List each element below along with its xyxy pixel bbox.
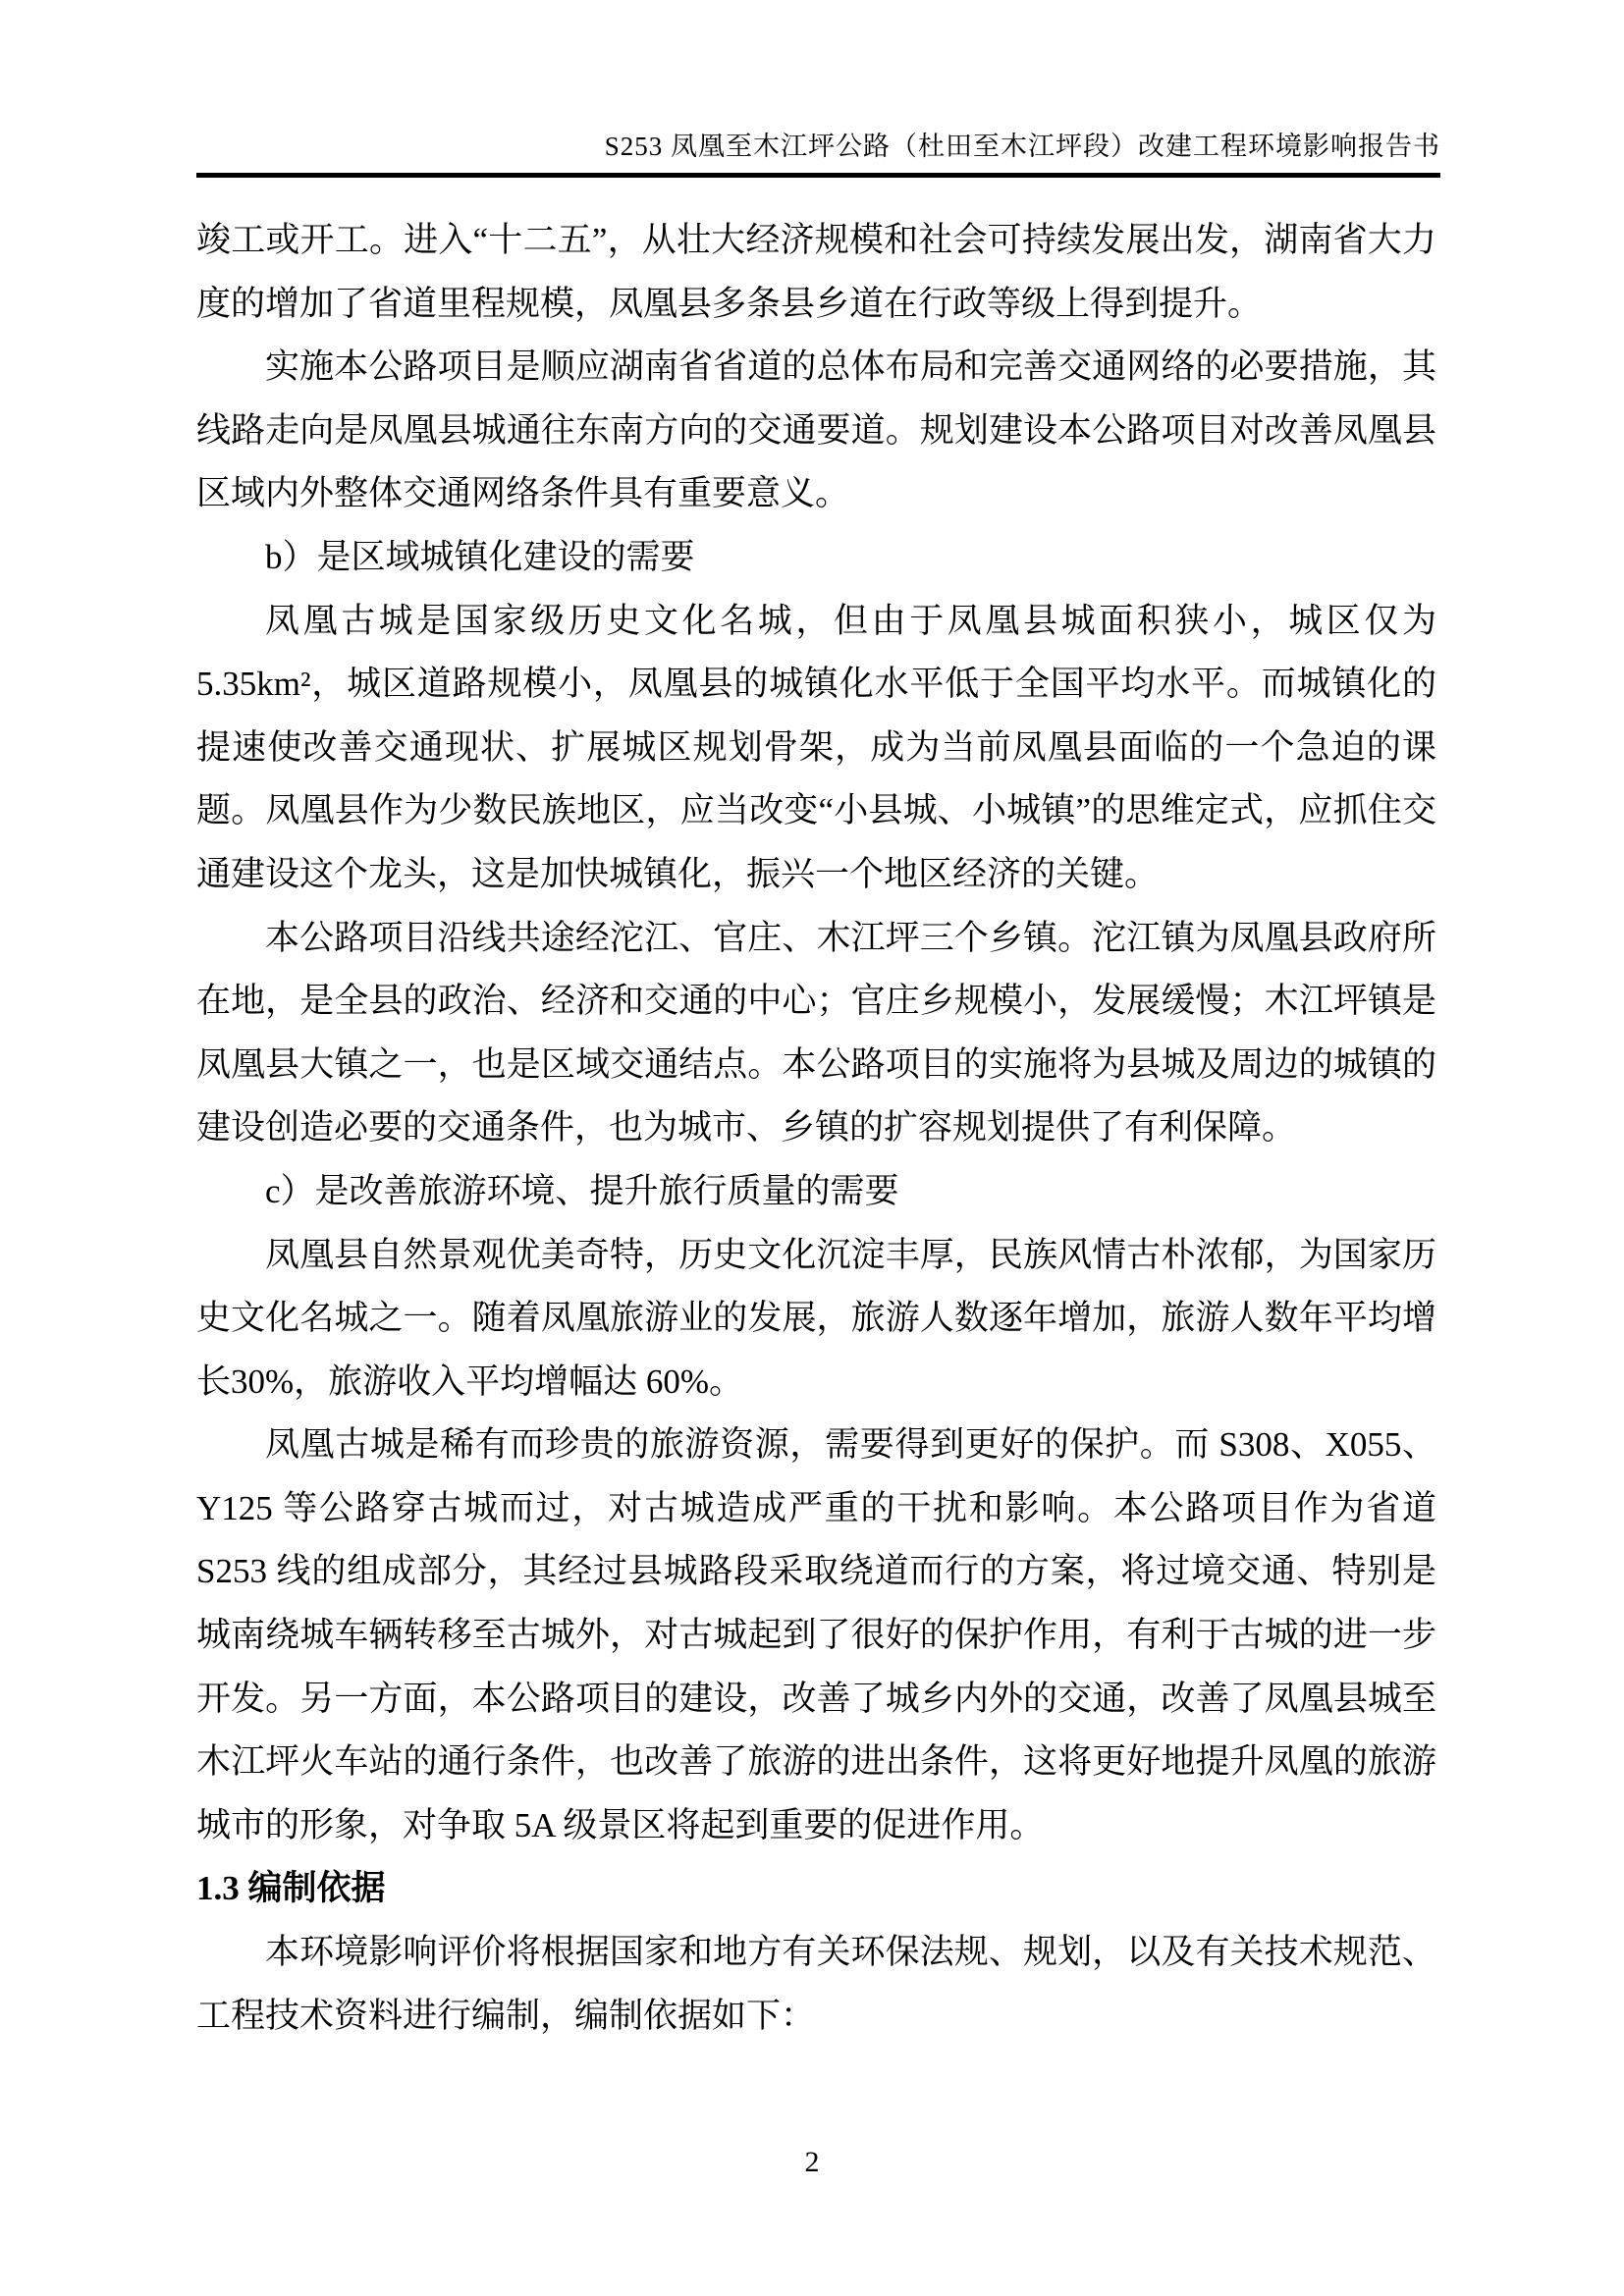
page-number: 2 [804,2146,820,2178]
paragraph-carryover: 竣工或开工。进入“十二五”，从壮大经济规模和社会可持续发展出发，湖南省大力度的增加了省道里程规模，凤凰县多条县乡道在行政等级上得到提升。 [196,221,1436,323]
subheading-b-urbanization: b）是区域城镇化建设的需要 [265,537,695,576]
paragraph-urbanization-detail: 凤凰古城是国家级历史文化名城，但由于凤凰县城面积狭小，城区仅为 5.35km²，城区道路规模小，凤凰县的城镇化水平低于全国平均水平。而城镇化的提速使改善交通现状、扩展城区规划骨架，成为当前凤凰县面临的一个急迫的课题。凤凰县作为少数民族地区，应当改变“小县城、小城镇”的思维定式，应抓住交通建设这个龙头，这是加快城镇化，振兴一个地区经济的关键。 [196,601,1436,893]
header-title: S253 凤凰至木江坪公路（杜田至木江坪段）改建工程环境影响报告书 [604,132,1440,161]
page-footer [0,2143,1624,2182]
section-heading-1-3: 1.3 编制依据 [196,1869,386,1908]
subheading-c-tourism: c）是改善旅游环境、提升旅行质量的需要 [265,1171,899,1210]
paragraph-compilation-basis: 本环境影响评价将根据国家和地方有关环保法规、规划，以及有关技术规范、工程技术资料进行编制，编制依据如下： [196,1933,1436,2035]
page-header [196,0,1440,178]
paragraph-towns-along-route: 本公路项目沿线共途经沱江、官庄、木江坪三个乡镇。沱江镇为凤凰县政府所在地，是全县的政治、经济和交通的中心；官庄乡规模小，发展缓慢；木江坪镇是凤凰县大镇之一，也是区域交通结点。本公路项目的实施将为县城及周边的城镇的建设创造必要的交通条件，也为城市、乡镇的扩容规划提供了有利保障。 [196,918,1436,1148]
paragraph-tourism-growth: 凤凰县自然景观优美奇特，历史文化沉淀丰厚，民族风情古朴浓郁，为国家历史文化名城之一。随着凤凰旅游业的发展，旅游人数逐年增加，旅游人数年平均增长30%，旅游收入平均增幅达 60%。 [196,1235,1436,1401]
document-body [196,209,1436,2048]
paragraph-ancient-city-protection: 凤凰古城是稀有而珍贵的旅游资源，需要得到更好的保护。而 S308、X055、Y125 等公路穿古城而过，对古城造成严重的干扰和影响。本公路项目作为省道 S253 线的组成部分，其经过县城路段采取绕道而行的方案，将过境交通、特别是城南绕城车辆转移至古城外，对古城起到了很好的保护作用，有利于古城的进一步开发。另一方面，本公路项目的建设，改善了城乡内外的交通，改善了凤凰县城至木江坪火车站的通行条件，也改善了旅游的进出条件，这将更好地提升凤凰的旅游城市的形象，对争取 5A 级景区将起到重要的促进作用。 [196,1425,1436,1844]
paragraph-project-necessity: 实施本公路项目是顺应湖南省省道的总体布局和完善交通网络的必要措施，其线路走向是凤凰县城通往东南方向的交通要道。规划建设本公路项目对改善凤凰县区域内外整体交通网络条件具有重要意义。 [196,347,1436,513]
